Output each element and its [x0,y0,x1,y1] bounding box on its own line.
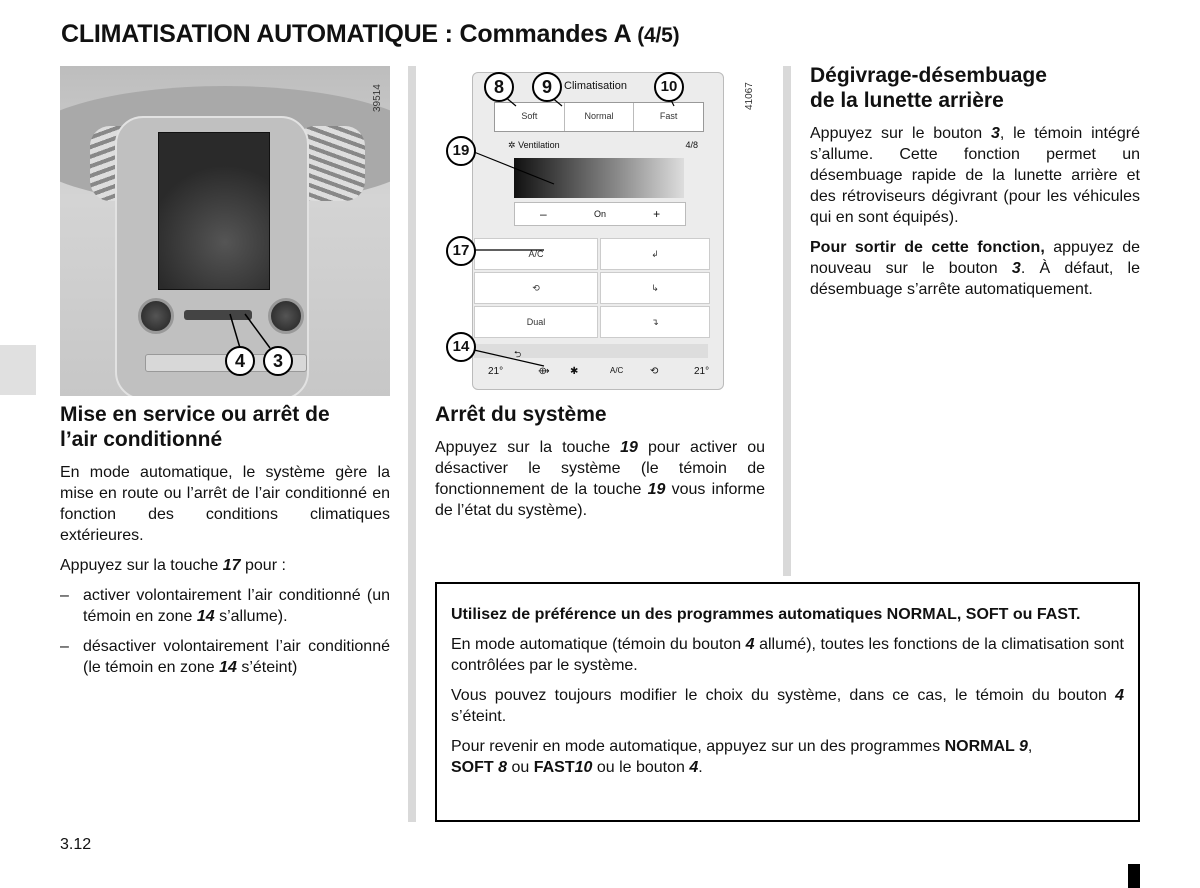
note-p4-comma: , [1027,738,1033,755]
aircon-paragraph-1: En mode automatique, le système gère la mise en route ou l’arrêt de l’air conditionné en fonction des conditions climatiques extérieures. [60,464,390,544]
list-item [60,636,390,678]
system-stop-paragraph [435,437,765,521]
note-bold-text: Utilisez de préférence un des programmes automatiques NORMAL, SOFT ou FAST. [451,606,1081,623]
li1-post: s’allume). [214,608,288,625]
section-aircon [60,402,390,687]
defrost-p1-num: 3 [990,125,1000,142]
defrost-p2-bold: Pour sortir de cette fonction, [810,239,1045,256]
defrost-p2-num: 3 [1011,260,1021,277]
mode-fast[interactable]: Fast [659,111,678,121]
note-p3-post: s’éteint. [451,708,507,725]
section-aircon-title-line1: Mise en service ou arrêt de [60,403,330,426]
note-p4-n4: 4 [689,759,699,776]
note-p4-pre: Pour revenir en mode automatique, appuyez sur un des programmes [451,738,945,755]
figure-ref-left: 39514 [372,84,383,112]
callout-4: 4 [225,346,255,376]
note-p4-normal: NORMAL [944,738,1019,755]
li2-num: 14 [219,659,237,676]
callout-19: 19 [446,136,476,166]
defrost-title-line2: de la lunette arrière [810,89,1004,112]
chapter-tab [0,345,36,395]
screen-callout-lines [444,70,724,390]
stop-p-pre: Appuyez sur la touche [435,439,621,456]
li1-pre: activer volontairement l’air conditionné (un témoin en zone [83,587,390,625]
page-title [61,20,679,49]
aircon-list [60,585,390,678]
note-p4-soft: SOFT [451,759,499,776]
note-paragraph-2 [451,634,1124,676]
note-p4-n9: 9 [1018,738,1028,755]
aircon-p2-pre: Appuyez sur la touche [60,557,223,574]
stop-p-mid: pour activer ou désactiver le système (le témoin de fonctionnement de la touche [435,439,765,498]
defrost-title-line1: Dégivrage-désembuage [810,64,1047,87]
left-temperature[interactable]: 21° [488,366,504,377]
page-edge-marker [1128,864,1140,888]
section-aircon-title-line2: l’air conditionné [60,428,223,451]
ventilation-level: 4/8 [685,140,698,150]
ventilation-label: Ventilation [518,140,560,150]
note-p4-or: ou le bouton [592,759,690,776]
note-box [435,582,1140,822]
note-p2-num: 4 [745,636,755,653]
section-aircon-title [60,402,390,452]
callout-9: 9 [532,72,562,102]
fan-icon: ✲ [508,140,516,150]
footer-ac: A/C [610,366,624,375]
title-suffix: (4/5) [637,24,680,47]
section-defrost [810,63,1140,309]
page-number: 3.12 [60,836,92,853]
li2-post: s’éteint) [236,659,298,676]
fan-status-icon: ✱ [570,366,579,377]
defrost-p2-post: . À défaut, le désembuage s’arrête automatiquement. [810,260,1140,298]
note-p2-post: allumé), toutes les fonctions de la climatisation sont contrôlées par le système. [451,636,1124,674]
climate-screen-figure [444,70,724,390]
stop-p-num2: 19 [647,481,666,498]
title-main: CLIMATISATION AUTOMATIQUE : Commandes A [61,20,631,48]
section-system-stop-title: Arrêt du système [435,403,607,426]
airflow-windshield-icon: ↴ [651,317,659,327]
dual-button[interactable]: Dual [474,306,598,338]
callout-14: 14 [446,332,476,362]
note-paragraph-3 [451,685,1124,727]
note-p4-end: . [698,759,703,776]
defrost-p1-pre: Appuyez sur le bouton [810,125,991,142]
column-separator-right [783,66,791,576]
defrost-p1-post: , le témoin intégré s’allume. Cette fonction permet un désembuage rapide de la lunette arrière et des rétroviseurs dégivrant (pour les véhicules qui en sont équipés). [810,125,1140,226]
note-paragraph-4 [451,736,1124,778]
figure-ref-center: 41067 [744,82,755,110]
list-item [60,585,390,627]
aircon-paragraph-2 [60,555,390,576]
stop-p-post: vous informe de l’état du système). [435,481,765,519]
aircon-p2-num: 17 [222,557,241,574]
callout-10: 10 [654,72,684,102]
recirculation-icon: ⟲ [532,283,540,293]
defrost-p2-pre: appuyez de nouveau sur le bouton [810,239,1141,277]
screen-title: Climatisation [564,80,627,92]
callout-8: 8 [484,72,514,102]
airflow-face-icon: ↲ [651,249,659,259]
section-system-stop [435,402,765,530]
callout-lines [60,66,390,396]
back-icon[interactable]: ⮌ [514,349,522,359]
callout-17: 17 [446,236,476,266]
note-p3-pre: Vous pouvez toujours modifier le choix du système, dans ce cas, le témoin du bouton [451,687,1116,704]
note-p3-num: 4 [1115,687,1124,704]
defrost-paragraph-2 [810,237,1140,300]
ac-button[interactable]: A/C [474,238,598,270]
note-p4-n10: 10 [574,759,593,776]
note-p4-n8: 8 [498,759,508,776]
section-defrost-title [810,63,1140,113]
on-button[interactable]: On [594,209,607,219]
right-temperature[interactable]: 21° [694,366,710,377]
note-p4-fast: FAST [533,759,575,776]
column-separator-left [408,66,416,822]
note-p4-ou: ou [507,759,534,776]
li1-num: 14 [196,608,215,625]
li2-pre: désactiver volontairement l’air conditionné (le témoin en zone [83,638,390,676]
recirc-status-icon: ⟲ [650,366,659,377]
defrost-paragraph-1 [810,123,1140,228]
note-p2-pre: En mode automatique (témoin du bouton [451,636,746,653]
aircon-p2-post: pour : [240,557,286,574]
mode-normal[interactable]: Normal [565,103,635,131]
auto-fan-icon: ⟴ [538,366,550,377]
plus-button[interactable]: + [653,207,661,221]
dashboard-photo [60,66,390,396]
mode-soft[interactable]: Soft [495,103,565,131]
callout-3: 3 [263,346,293,376]
airflow-feet-icon: ↳ [651,283,659,293]
minus-button[interactable]: – [539,207,547,221]
stop-p-num1: 19 [620,439,638,456]
